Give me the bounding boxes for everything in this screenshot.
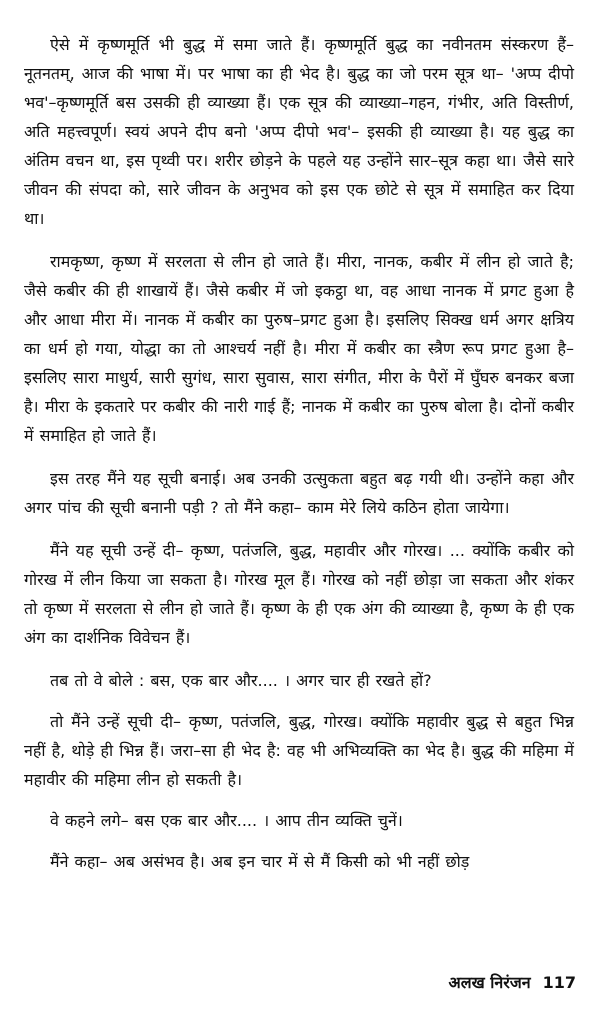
paragraph: वे कहने लगे– बस एक बार और.... । आप तीन व्यक्ति चुनें। [50,811,403,830]
paragraph: रामकृष्ण, कृष्ण में सरलता से लीन हो जाते हैं। मीरा, नानक, कबीर में लीन हो जाते है; जैसे कबीर की ही शाखायें हैं। जैसे कबीर में जो इकट्ठा था, वह आधा नानक में प्रगट हुआ है और आधा मीरा में। नानक में कबीर का पुरुष–प्रगट हुआ है। इसलिए सिक्ख धर्म अगर क्षत्रिय का धर्म हो गया, योद्धा का तो आश्चर्य नहीं है। मीरा में कबीर का स्त्रैण रूप प्रगट हुआ है– इसलिए सारा माधुर्य, सारी सुगंध, सारा सुवास, सारा संगीत, मीरा के पैरों में घुँघरु बनकर बजा है। मीरा के इकतारे पर कबीर की नारी गाई हैं; नानक में कबीर का पुरुष बोला है। दोनों कबीर में समाहित हो जाते हैं। [24,252,574,445]
body-text [24,30,574,888]
paragraph: ऐसे में कृष्णमूर्ति भी बुद्ध में समा जाते हैं। कृष्णमूर्ति बुद्ध का नवीनतम संस्करण हैं–नूतनतम्, आज की भाषा में। पर भाषा का ही भेद है। बुद्ध का जो परम सूत्र था– 'अप्प दीपो भव'–कृष्णमूर्ति बस उसकी ही व्याख्या हैं। एक सूत्र की व्याख्या–गहन, गंभीर, अति विस्तीर्ण, अति महत्त्वपूर्ण। स्वयं अपने दीप बनो 'अप्प दीपो भव'– इसकी ही व्याख्या है। यह बुद्ध का अंतिम वचन था, इस पृथ्वी पर। शरीर छोड़ने के पहले यह उन्होंने सार–सूत्र कहा था। जैसे सारे जीवन की संपदा को, सारे जीवन के अनुभव को इस एक छोटे से सूत्र में समाहित कर दिया था। [24,35,574,228]
paragraph: मैंने यह सूची उन्हें दी– कृष्ण, पतंजलि, बुद्ध, महावीर और गोरख। ... क्योंकि कबीर को गोरख में लीन किया जा सकता है। गोरख मूल हैं। गोरख को नहीं छोड़ा जा सकता और शंकर तो कृष्ण में सरलता से लीन हो जाते हैं। कृष्ण के ही एक अंग की व्याख्या है, कृष्ण के ही एक अंग का दार्शनिक विवेचन हैं। [24,541,574,647]
paragraph: तो मैंने उन्हें सूची दी– कृष्ण, पतंजलि, बुद्ध, गोरख। क्योंकि महावीर बुद्ध से बहुत भिन्न नहीं है, थोड़े ही भिन्न हैं। जरा–सा ही भेद है: वह भी अभिव्यक्ति का भेद है। बुद्ध की महिमा में महावीर की महिमा लीन हो सकती है। [24,712,574,789]
paragraph: इस तरह मैंने यह सूची बनाई। अब उनकी उत्सुकता बहुत बढ़ गयी थी। उन्होंने कहा और अगर पांच की सूची बनानी पड़ी ? तो मैंने कहा– काम मेरे लिये कठिन होता जायेगा। [24,469,574,517]
page-footer [449,971,576,993]
paragraph: मैंने कहा– अब असंभव है। अब इन चार में से मैं किसी को भी नहीं छोड़ [50,852,470,871]
paragraph: तब तो वे बोले : बस, एक बार और.... । अगर चार ही रखते हों? [50,671,432,690]
page-number: 117 [542,973,576,992]
book-title: अलख निरंजन [448,973,531,992]
